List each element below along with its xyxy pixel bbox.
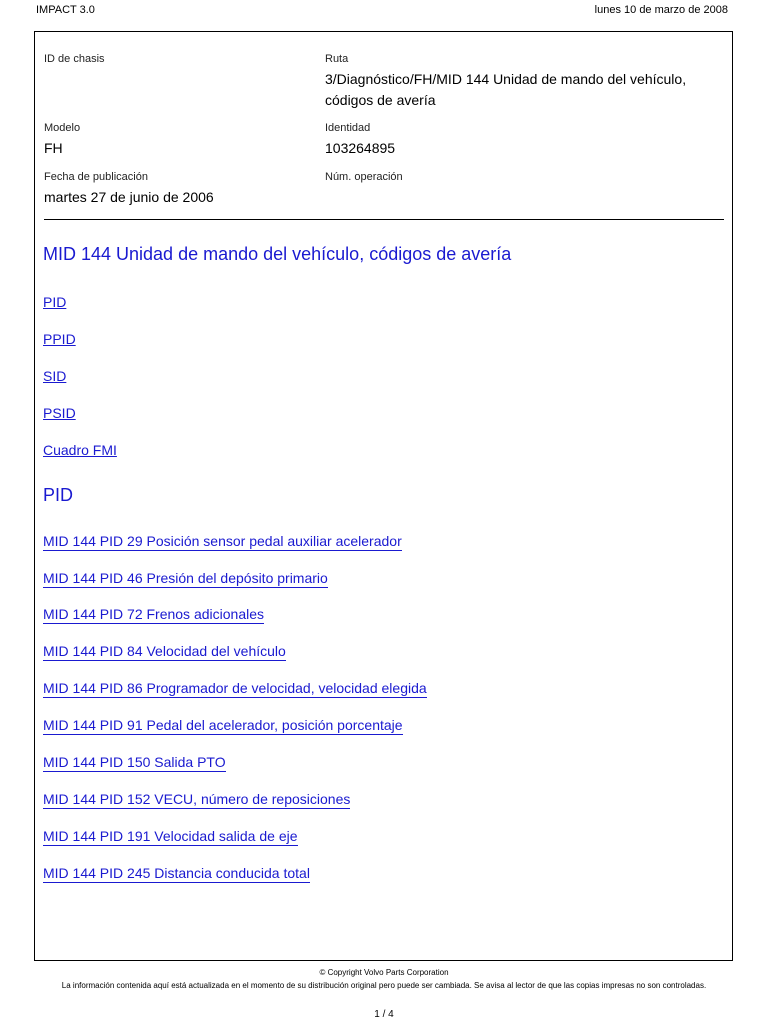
print-footer [40, 966, 728, 992]
opnum-label: Núm. operación [325, 171, 403, 183]
pid-link[interactable]: MID 144 PID 91 Pedal del acelerador, posición porcentaje [43, 717, 403, 733]
model-value: FH [44, 140, 63, 156]
identity-field [325, 121, 705, 159]
print-date: lunes 10 de marzo de 2008 [594, 4, 728, 16]
pid-link[interactable]: MID 144 PID 72 Frenos adicionales [43, 606, 264, 622]
document-frame [34, 31, 733, 961]
route-label: Ruta [325, 53, 349, 65]
print-header [36, 4, 728, 16]
pid-link[interactable]: MID 144 PID 245 Distancia conducida total [43, 865, 310, 881]
nav-link-psid[interactable]: PSID [43, 405, 76, 421]
nav-link-fmi-table[interactable]: Cuadro FMI [43, 442, 117, 458]
chassis-label: ID de chasis [44, 53, 105, 65]
pid-link[interactable]: MID 144 PID 152 VECU, número de reposiciones [43, 791, 351, 807]
page-number: 1 / 4 [374, 1009, 394, 1020]
identity-label: Identidad [325, 122, 371, 134]
header-divider [44, 219, 724, 220]
pubdate-value: martes 27 de junio de 2006 [44, 189, 214, 205]
pid-link[interactable]: MID 144 PID 191 Velocidad salida de eje [43, 828, 298, 844]
nav-link-sid[interactable]: SID [43, 368, 67, 384]
pid-link[interactable]: MID 144 PID 46 Presión del depósito primario [43, 570, 328, 586]
pid-link[interactable]: MID 144 PID 84 Velocidad del vehículo [43, 643, 286, 659]
model-label: Modelo [44, 122, 81, 134]
opnum-field [325, 170, 705, 187]
document-title: MID 144 Unidad de mando del vehículo, códigos de avería [43, 244, 512, 264]
section-title-pid: PID [43, 485, 74, 505]
disclaimer-text: La información contenida aquí está actualizada en el momento de su distribución original pero puede ser cambiada. Se avisa al lector de que las copias impresas no son controladas. [61, 981, 707, 990]
pid-link[interactable]: MID 144 PID 86 Programador de velocidad, velocidad elegida [43, 680, 427, 696]
chassis-field [44, 52, 314, 69]
pubdate-field [44, 170, 314, 208]
route-value: 3/Diagnóstico/FH/MID 144 Unidad de mando del vehículo, códigos de avería [325, 71, 687, 108]
copyright-text: © Copyright Volvo Parts Corporation [319, 968, 449, 977]
nav-link-ppid[interactable]: PPID [43, 331, 76, 347]
pubdate-label: Fecha de publicación [44, 171, 148, 183]
pid-link[interactable]: MID 144 PID 29 Posición sensor pedal auxiliar acelerador [43, 533, 402, 549]
app-name: IMPACT 3.0 [36, 4, 95, 16]
pid-link[interactable]: MID 144 PID 150 Salida PTO [43, 754, 226, 770]
identity-value: 103264895 [325, 140, 396, 156]
model-field [44, 121, 314, 159]
route-field [325, 52, 705, 111]
nav-link-pid[interactable]: PID [43, 294, 67, 310]
